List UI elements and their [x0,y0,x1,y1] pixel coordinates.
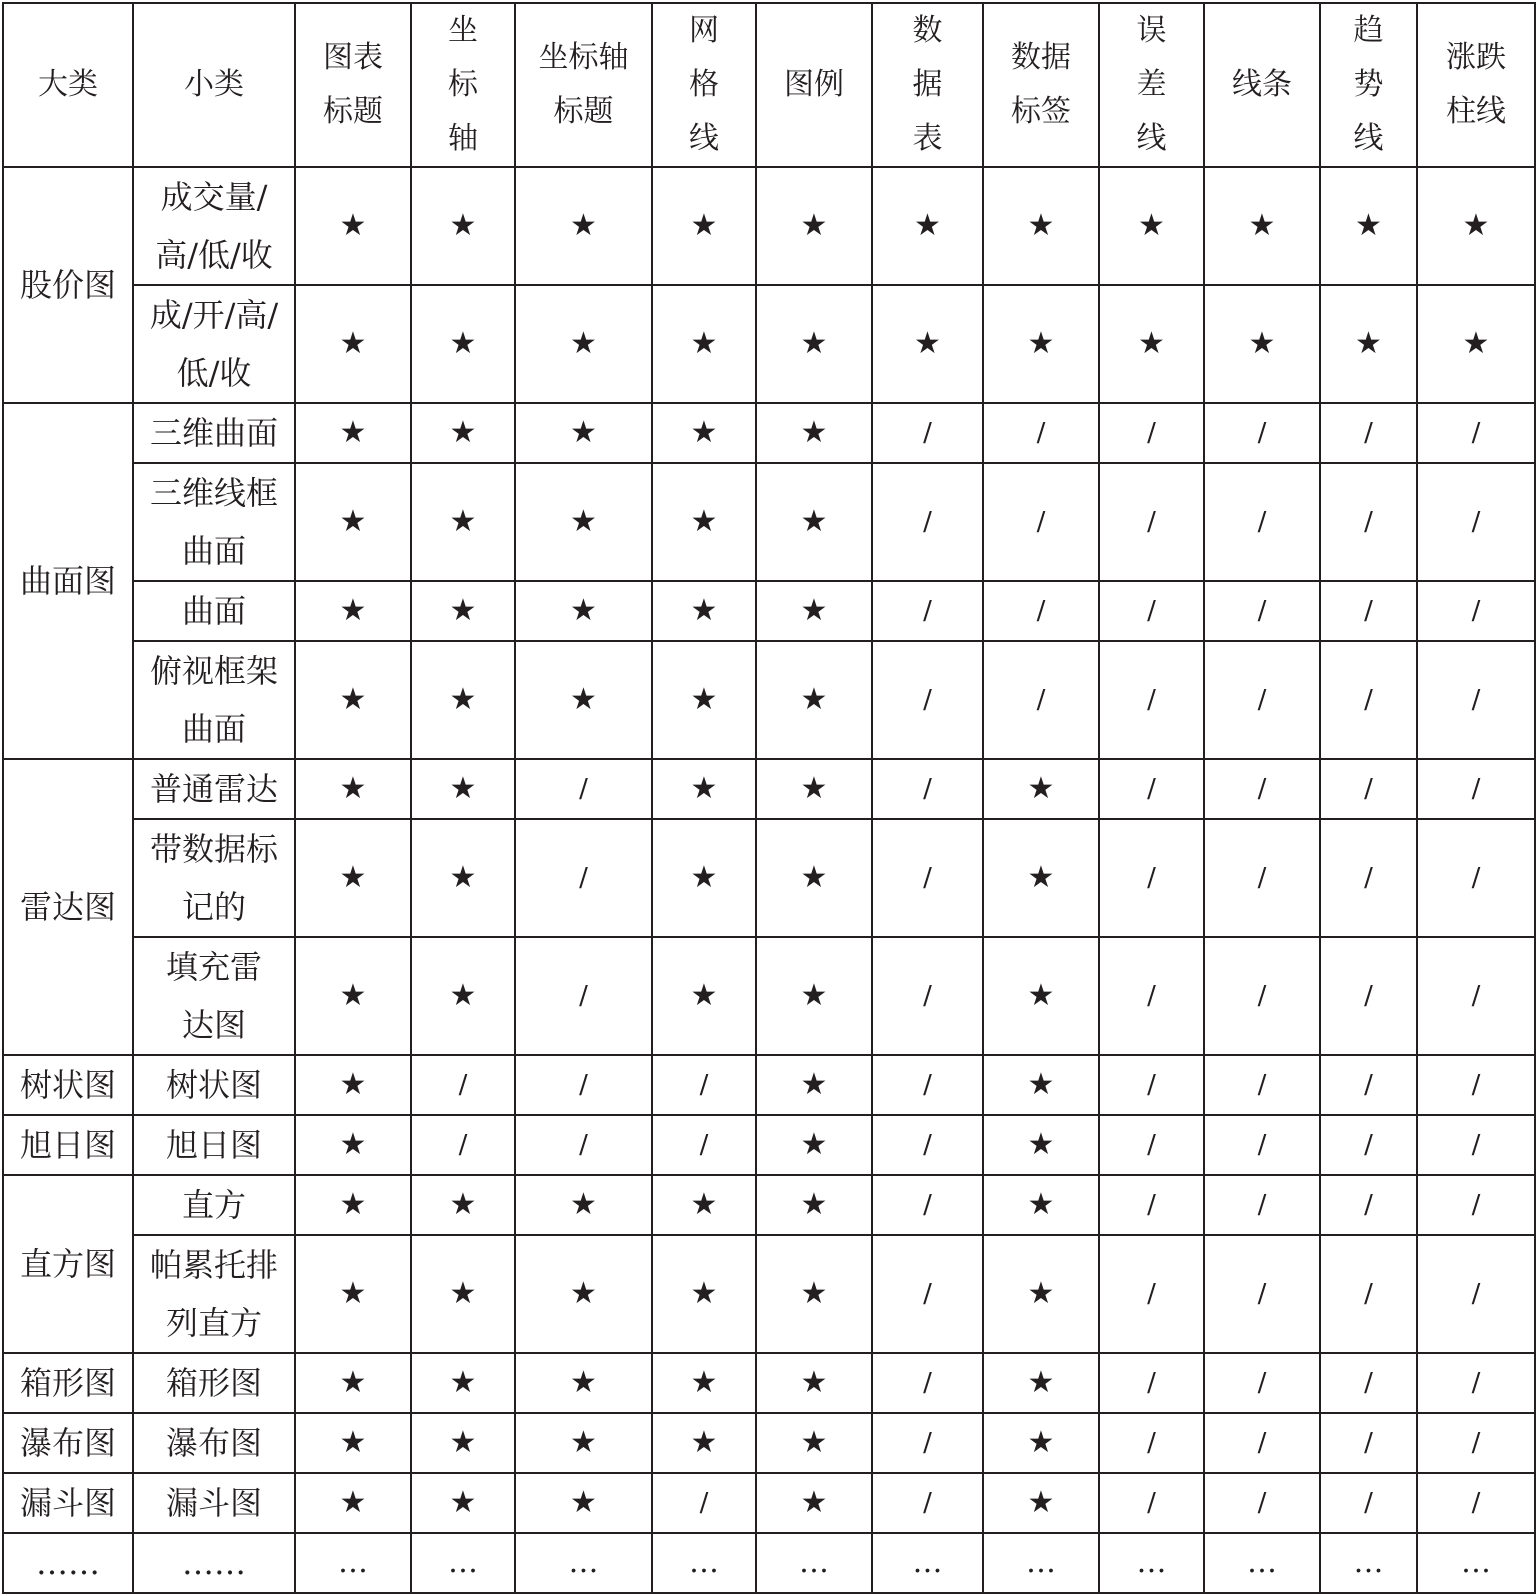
support-cell: ★ [983,1353,1099,1413]
support-cell: / [872,1353,983,1413]
support-cell: / [1320,1473,1417,1533]
support-cell: ★ [515,1175,652,1235]
support-cell: / [652,1115,756,1175]
support-cell: / [872,641,983,759]
support-cell: … [756,1533,872,1593]
support-cell: / [872,581,983,641]
support-cell: / [1099,403,1204,463]
support-cell: / [515,819,652,937]
header-major: 大类 [3,3,133,167]
support-cell: ★ [411,285,515,403]
support-cell: / [1099,1115,1204,1175]
table-row [3,581,1535,641]
support-cell: / [1320,759,1417,819]
support-cell: / [411,1115,515,1175]
support-cell: / [872,1175,983,1235]
minor-category-cell: 旭日图 [133,1115,295,1175]
support-cell: ★ [295,1473,411,1533]
support-cell: ★ [652,1235,756,1353]
support-cell: ★ [411,819,515,937]
minor-category-cell: 三维线框 曲面 [133,463,295,581]
support-cell: / [1204,1115,1320,1175]
support-cell: / [515,759,652,819]
support-cell: / [1417,1055,1535,1115]
support-cell: / [983,641,1099,759]
header-minor: 小类 [133,3,295,167]
support-cell: ★ [652,937,756,1055]
support-cell: … [1099,1533,1204,1593]
support-cell: ★ [295,1353,411,1413]
support-cell: ★ [411,759,515,819]
support-cell: ★ [652,463,756,581]
support-cell: ★ [295,403,411,463]
support-cell: / [1204,759,1320,819]
support-cell: / [872,937,983,1055]
support-cell: / [872,1235,983,1353]
support-cell: ★ [652,581,756,641]
support-cell: ★ [411,1473,515,1533]
support-cell: ★ [872,167,983,285]
support-cell: / [1099,1055,1204,1115]
support-cell: ★ [756,1353,872,1413]
support-cell: ★ [411,1353,515,1413]
support-cell: … [983,1533,1099,1593]
support-cell: ★ [295,641,411,759]
support-cell: / [652,1055,756,1115]
support-cell: ★ [983,167,1099,285]
header-up-down-bars: 涨跌 柱线 [1417,3,1535,167]
support-cell: / [1417,403,1535,463]
support-cell: / [1417,1175,1535,1235]
support-cell: / [1204,1353,1320,1413]
support-cell: / [1417,819,1535,937]
support-cell: … [295,1533,411,1593]
support-cell: / [1099,1473,1204,1533]
support-cell: ★ [411,937,515,1055]
table-row [3,1353,1535,1413]
support-cell: / [1099,1413,1204,1473]
support-cell: ★ [756,285,872,403]
support-cell: ★ [652,1175,756,1235]
support-cell: ★ [515,167,652,285]
support-cell: / [1204,463,1320,581]
major-category-cell: 箱形图 [3,1353,133,1413]
support-cell: ★ [411,403,515,463]
support-cell: / [1099,641,1204,759]
support-cell: ★ [756,1473,872,1533]
support-cell: ★ [411,1175,515,1235]
support-cell: ★ [652,1413,756,1473]
support-cell: / [1417,1235,1535,1353]
support-cell: ★ [295,759,411,819]
support-cell: ★ [411,167,515,285]
minor-category-cell: 箱形图 [133,1353,295,1413]
table-row [3,1533,1535,1593]
support-cell: ★ [652,167,756,285]
support-cell: ★ [983,1115,1099,1175]
support-cell: / [1099,1353,1204,1413]
major-category-cell: 旭日图 [3,1115,133,1175]
table-row [3,937,1535,1055]
support-cell: ★ [652,1353,756,1413]
support-cell: ★ [756,1175,872,1235]
minor-category-cell: 瀑布图 [133,1413,295,1473]
major-category-cell: 直方图 [3,1175,133,1353]
support-cell: / [1099,581,1204,641]
support-cell: ★ [295,819,411,937]
support-cell: / [983,403,1099,463]
support-cell: / [1417,1115,1535,1175]
support-cell: ★ [1417,285,1535,403]
support-cell: / [1204,1473,1320,1533]
support-cell: ★ [756,403,872,463]
support-cell: ★ [652,819,756,937]
support-cell: / [872,1473,983,1533]
support-cell: / [872,1413,983,1473]
support-cell: / [1417,641,1535,759]
support-cell: ★ [652,759,756,819]
table-row [3,1413,1535,1473]
support-cell: / [1320,1115,1417,1175]
support-cell: / [872,463,983,581]
table-row [3,403,1535,463]
support-cell: ★ [756,759,872,819]
support-cell: / [1320,581,1417,641]
minor-category-cell: …… [133,1533,295,1593]
minor-category-cell: 曲面 [133,581,295,641]
support-cell: / [1204,1235,1320,1353]
support-cell: ★ [1099,285,1204,403]
support-cell: ★ [295,1115,411,1175]
support-cell: ★ [872,285,983,403]
table-row [3,1473,1535,1533]
support-cell: ★ [515,581,652,641]
table-row [3,1055,1535,1115]
support-cell: / [1417,1473,1535,1533]
table-row [3,1115,1535,1175]
support-cell: ★ [295,285,411,403]
support-cell: / [1417,1353,1535,1413]
table-row [3,759,1535,819]
support-cell: ★ [756,1413,872,1473]
support-cell: ★ [983,937,1099,1055]
support-cell: ★ [411,1413,515,1473]
support-cell: / [1320,1353,1417,1413]
support-cell: / [1204,581,1320,641]
support-cell: ★ [756,463,872,581]
support-cell: / [1320,403,1417,463]
support-cell: / [1099,759,1204,819]
support-cell: … [1204,1533,1320,1593]
minor-category-cell: 填充雷 达图 [133,937,295,1055]
support-cell: ★ [295,463,411,581]
support-cell: / [1320,463,1417,581]
support-cell: / [872,759,983,819]
support-cell: … [411,1533,515,1593]
header-axis: 坐 标 轴 [411,3,515,167]
table-row [3,641,1535,759]
support-cell: / [515,937,652,1055]
support-cell: … [515,1533,652,1593]
support-cell: / [1099,937,1204,1055]
support-cell: ★ [756,1115,872,1175]
major-category-cell: 股价图 [3,167,133,403]
support-cell: ★ [652,403,756,463]
support-cell: … [872,1533,983,1593]
support-cell: ★ [515,641,652,759]
support-cell: / [1204,403,1320,463]
support-cell: / [1204,1055,1320,1115]
minor-category-cell: 成/开/高/ 低/收 [133,285,295,403]
header-trendline: 趋 势 线 [1320,3,1417,167]
table-row [3,819,1535,937]
minor-category-cell: 普通雷达 [133,759,295,819]
support-cell: / [1417,1413,1535,1473]
support-cell: ★ [983,1055,1099,1115]
support-cell: ★ [411,463,515,581]
support-cell: ★ [295,167,411,285]
support-cell: / [1320,937,1417,1055]
support-cell: ★ [515,1235,652,1353]
support-cell: / [1417,937,1535,1055]
support-cell: ★ [295,1175,411,1235]
major-category-cell: 曲面图 [3,403,133,759]
support-cell: ★ [1320,167,1417,285]
support-cell: / [1204,819,1320,937]
minor-category-cell: 帕累托排 列直方 [133,1235,295,1353]
support-cell: / [1417,581,1535,641]
major-category-cell: 瀑布图 [3,1413,133,1473]
support-cell: ★ [652,641,756,759]
support-cell: ★ [1417,167,1535,285]
header-lines: 线条 [1204,3,1320,167]
support-cell: ★ [983,1413,1099,1473]
major-category-cell: 漏斗图 [3,1473,133,1533]
support-cell: ★ [756,167,872,285]
support-cell: / [872,403,983,463]
chart-element-support-table [2,2,1536,1594]
support-cell: ★ [411,1235,515,1353]
support-cell: ★ [295,1235,411,1353]
major-category-cell: 雷达图 [3,759,133,1055]
support-cell: / [515,1115,652,1175]
support-cell: ★ [411,581,515,641]
header-error-bars: 误 差 线 [1099,3,1204,167]
major-category-cell: …… [3,1533,133,1593]
support-cell: ★ [295,1055,411,1115]
header-legend: 图例 [756,3,872,167]
support-cell: ★ [756,1235,872,1353]
header-gridlines: 网 格 线 [652,3,756,167]
support-cell: / [1204,1175,1320,1235]
support-cell: ★ [756,641,872,759]
support-cell: … [652,1533,756,1593]
header-data-labels: 数据 标签 [983,3,1099,167]
support-cell: / [872,1115,983,1175]
support-cell: / [1204,641,1320,759]
support-cell: … [1417,1533,1535,1593]
minor-category-cell: 俯视框架 曲面 [133,641,295,759]
support-cell: / [872,819,983,937]
support-cell: ★ [756,819,872,937]
support-cell: / [1320,819,1417,937]
minor-category-cell: 三维曲面 [133,403,295,463]
support-cell: / [872,1055,983,1115]
support-cell: ★ [515,403,652,463]
support-cell: / [1204,1413,1320,1473]
support-cell: ★ [983,759,1099,819]
header-data-table: 数 据 表 [872,3,983,167]
support-cell: ★ [983,1473,1099,1533]
support-cell: / [1099,819,1204,937]
table-row [3,1235,1535,1353]
support-cell: / [1417,759,1535,819]
support-cell: / [1320,1055,1417,1115]
table-row [3,285,1535,403]
support-cell: ★ [1099,167,1204,285]
support-cell: / [1204,937,1320,1055]
support-cell: ★ [515,1413,652,1473]
support-cell: ★ [1204,285,1320,403]
support-cell: ★ [295,581,411,641]
minor-category-cell: 带数据标 记的 [133,819,295,937]
minor-category-cell: 树状图 [133,1055,295,1115]
support-cell: / [1320,1235,1417,1353]
header-chart-title: 图表 标题 [295,3,411,167]
support-cell: ★ [983,1235,1099,1353]
support-cell: ★ [1320,285,1417,403]
header-axis-title: 坐标轴 标题 [515,3,652,167]
table-row [3,167,1535,285]
support-cell: / [1417,463,1535,581]
support-cell: / [1320,1175,1417,1235]
header-row [3,3,1535,167]
support-cell: ★ [1204,167,1320,285]
support-cell: ★ [756,1055,872,1115]
support-cell: ★ [295,1413,411,1473]
minor-category-cell: 漏斗图 [133,1473,295,1533]
support-cell: ★ [515,1353,652,1413]
support-cell: ★ [983,819,1099,937]
support-cell: / [983,581,1099,641]
support-cell: / [1320,1413,1417,1473]
table-row [3,463,1535,581]
support-cell: / [652,1473,756,1533]
minor-category-cell: 成交量/ 高/低/收 [133,167,295,285]
support-cell: ★ [756,937,872,1055]
support-cell: ★ [515,285,652,403]
support-cell: ★ [983,1175,1099,1235]
support-cell: / [983,463,1099,581]
support-cell: ★ [411,641,515,759]
major-category-cell: 树状图 [3,1055,133,1115]
support-cell: ★ [295,937,411,1055]
support-cell: ★ [652,285,756,403]
support-cell: / [1320,641,1417,759]
minor-category-cell: 直方 [133,1175,295,1235]
support-cell: / [1099,1235,1204,1353]
support-cell: / [1099,1175,1204,1235]
support-cell: ★ [983,285,1099,403]
support-cell: / [515,1055,652,1115]
support-cell: / [411,1055,515,1115]
support-cell: ★ [515,463,652,581]
support-cell: … [1320,1533,1417,1593]
support-cell: / [1099,463,1204,581]
table-row [3,1175,1535,1235]
support-cell: ★ [515,1473,652,1533]
support-cell: ★ [756,581,872,641]
